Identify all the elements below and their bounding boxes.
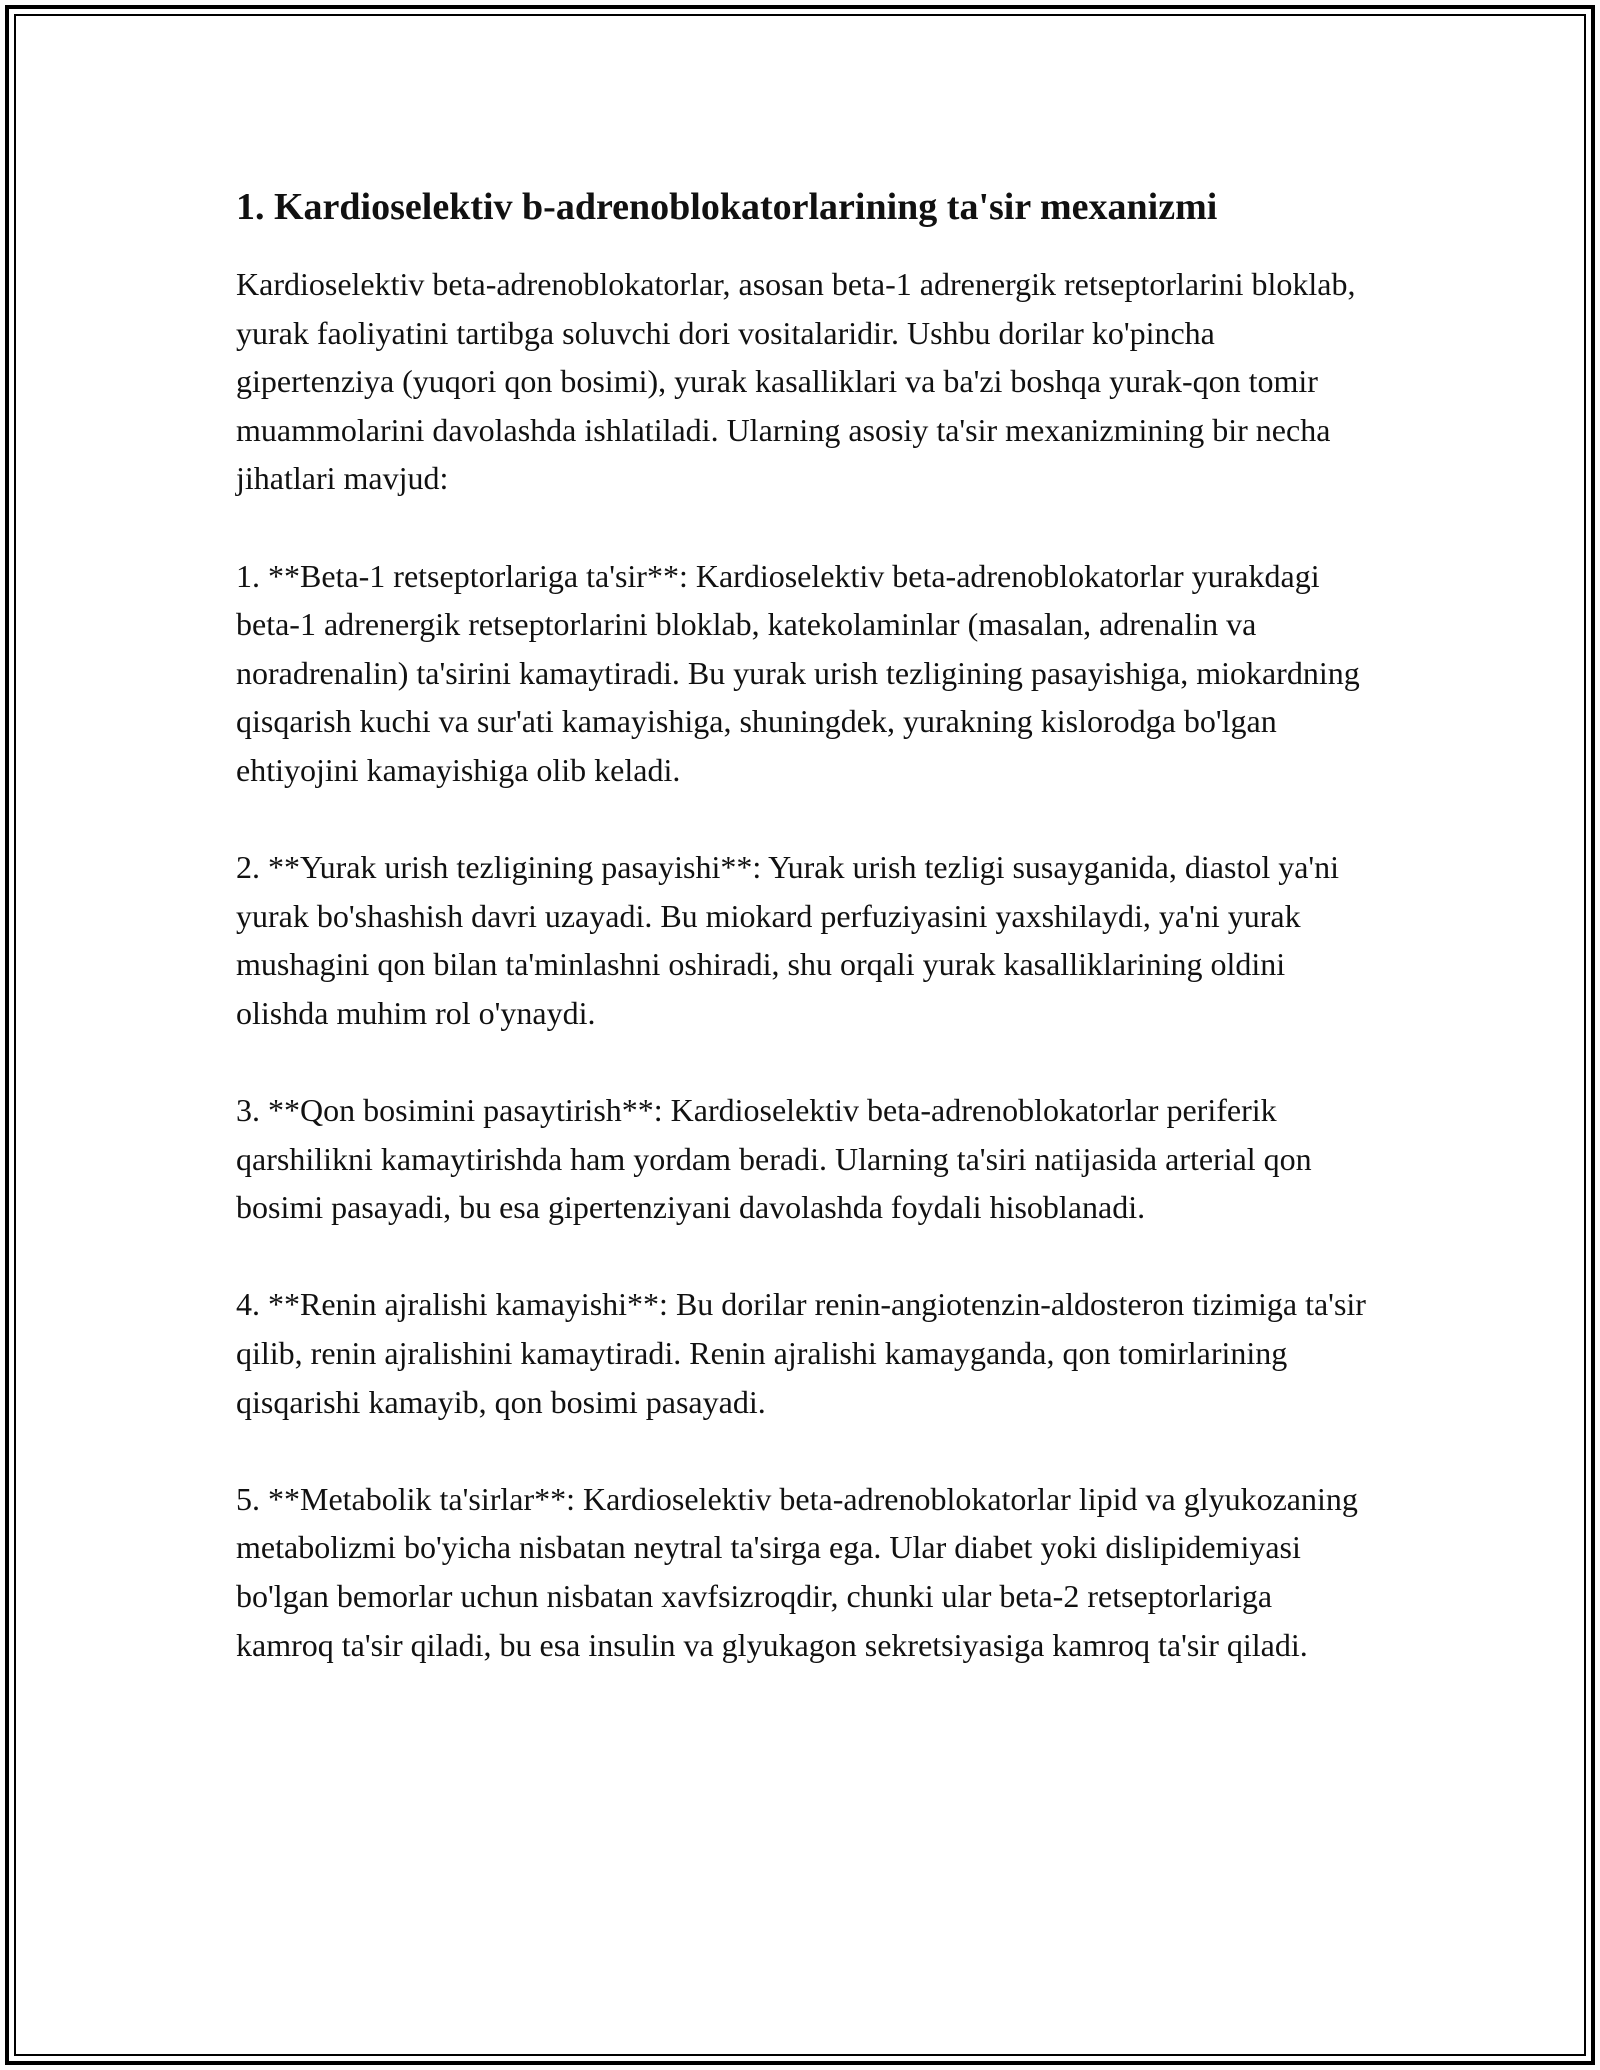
point-paragraph-3: 3. **Qon bosimini pasaytirish**: Kardioselektiv beta-adrenoblokatorlar periferik qarshilikni kamaytirishda ham yordam beradi. Ularning ta'siri natijasida arterial qon bosimi pasayadi, bu esa gipertenziyani davolashda foydali hisoblanadi.	[236, 1092, 1312, 1226]
point-paragraph-4: 4. **Renin ajralishi kamayishi**: Bu dorilar renin-angiotenzin-aldosteron tizimiga ta'sir qilib, renin ajralishini kamaytiradi. Renin ajralishi kamayganda, qon tomirlarining qisqarishi kamayib, qon bosimi pasayadi.	[236, 1286, 1366, 1420]
intro-paragraph: Kardioselektiv beta-adrenoblokatorlar, asosan beta-1 adrenergik retseptorlarini bloklab, yurak faoliyatini tartibga soluvchi dori vositalaridir. Ushbu dorilar ko'pincha gipertenziya (yuqori qon bosimi), yurak kasalliklari va ba'zi boshqa yurak-qon tomir muammolarini davolashda ishlatiladi. Ularning asosiy ta'sir mexanizmining bir necha jihatlari mavjud:	[236, 266, 1356, 497]
point-paragraph-2: 2. **Yurak urish tezligining pasayishi**: Yurak urish tezligi susayganida, diastol ya'ni yurak bo'shashish davri uzayadi. Bu miokard perfuziyasini yaxshilaydi, ya'ni yurak mushagini qon bilan ta'minlashni oshiradi, shu orqali yurak kasalliklarining oldini olishda muhim rol o'ynaydi.	[236, 849, 1340, 1031]
point-paragraph-5: 5. **Metabolik ta'sirlar**: Kardioselektiv beta-adrenoblokatorlar lipid va glyukozaning metabolizmi bo'yicha nisbatan neytral ta'sirga ega. Ular diabet yoki dislipidemiyasi bo'lgan bemorlar uchun nisbatan xavfsizroqdir, chunki ular beta-2 retseptorlariga kamroq ta'sir qiladi, bu esa insulin va glyukagon sekretsiyasiga kamroq ta'sir qiladi.	[236, 1480, 1358, 1663]
document-title: 1. Kardioselektiv b-adrenoblokatorlarining ta'sir mexanizmi	[236, 186, 1218, 228]
point-paragraph-1: 1. **Beta-1 retseptorlariga ta'sir**: Kardioselektiv beta-adrenoblokatorlar yurakdagi beta-1 adrenergik retseptorlarini bloklab, katekolaminlar (masalan, adrenalin va noradrenalin) ta'sirini kamaytiradi. Bu yurak urish tezligining pasayishiga, miokardning qisqarish kuchi va sur'ati kamayishiga, shuningdek, yurakning kislorodga bo'lgan ehtiyojini kamayishiga olib keladi.	[236, 557, 1360, 788]
document-body	[236, 182, 1366, 1669]
